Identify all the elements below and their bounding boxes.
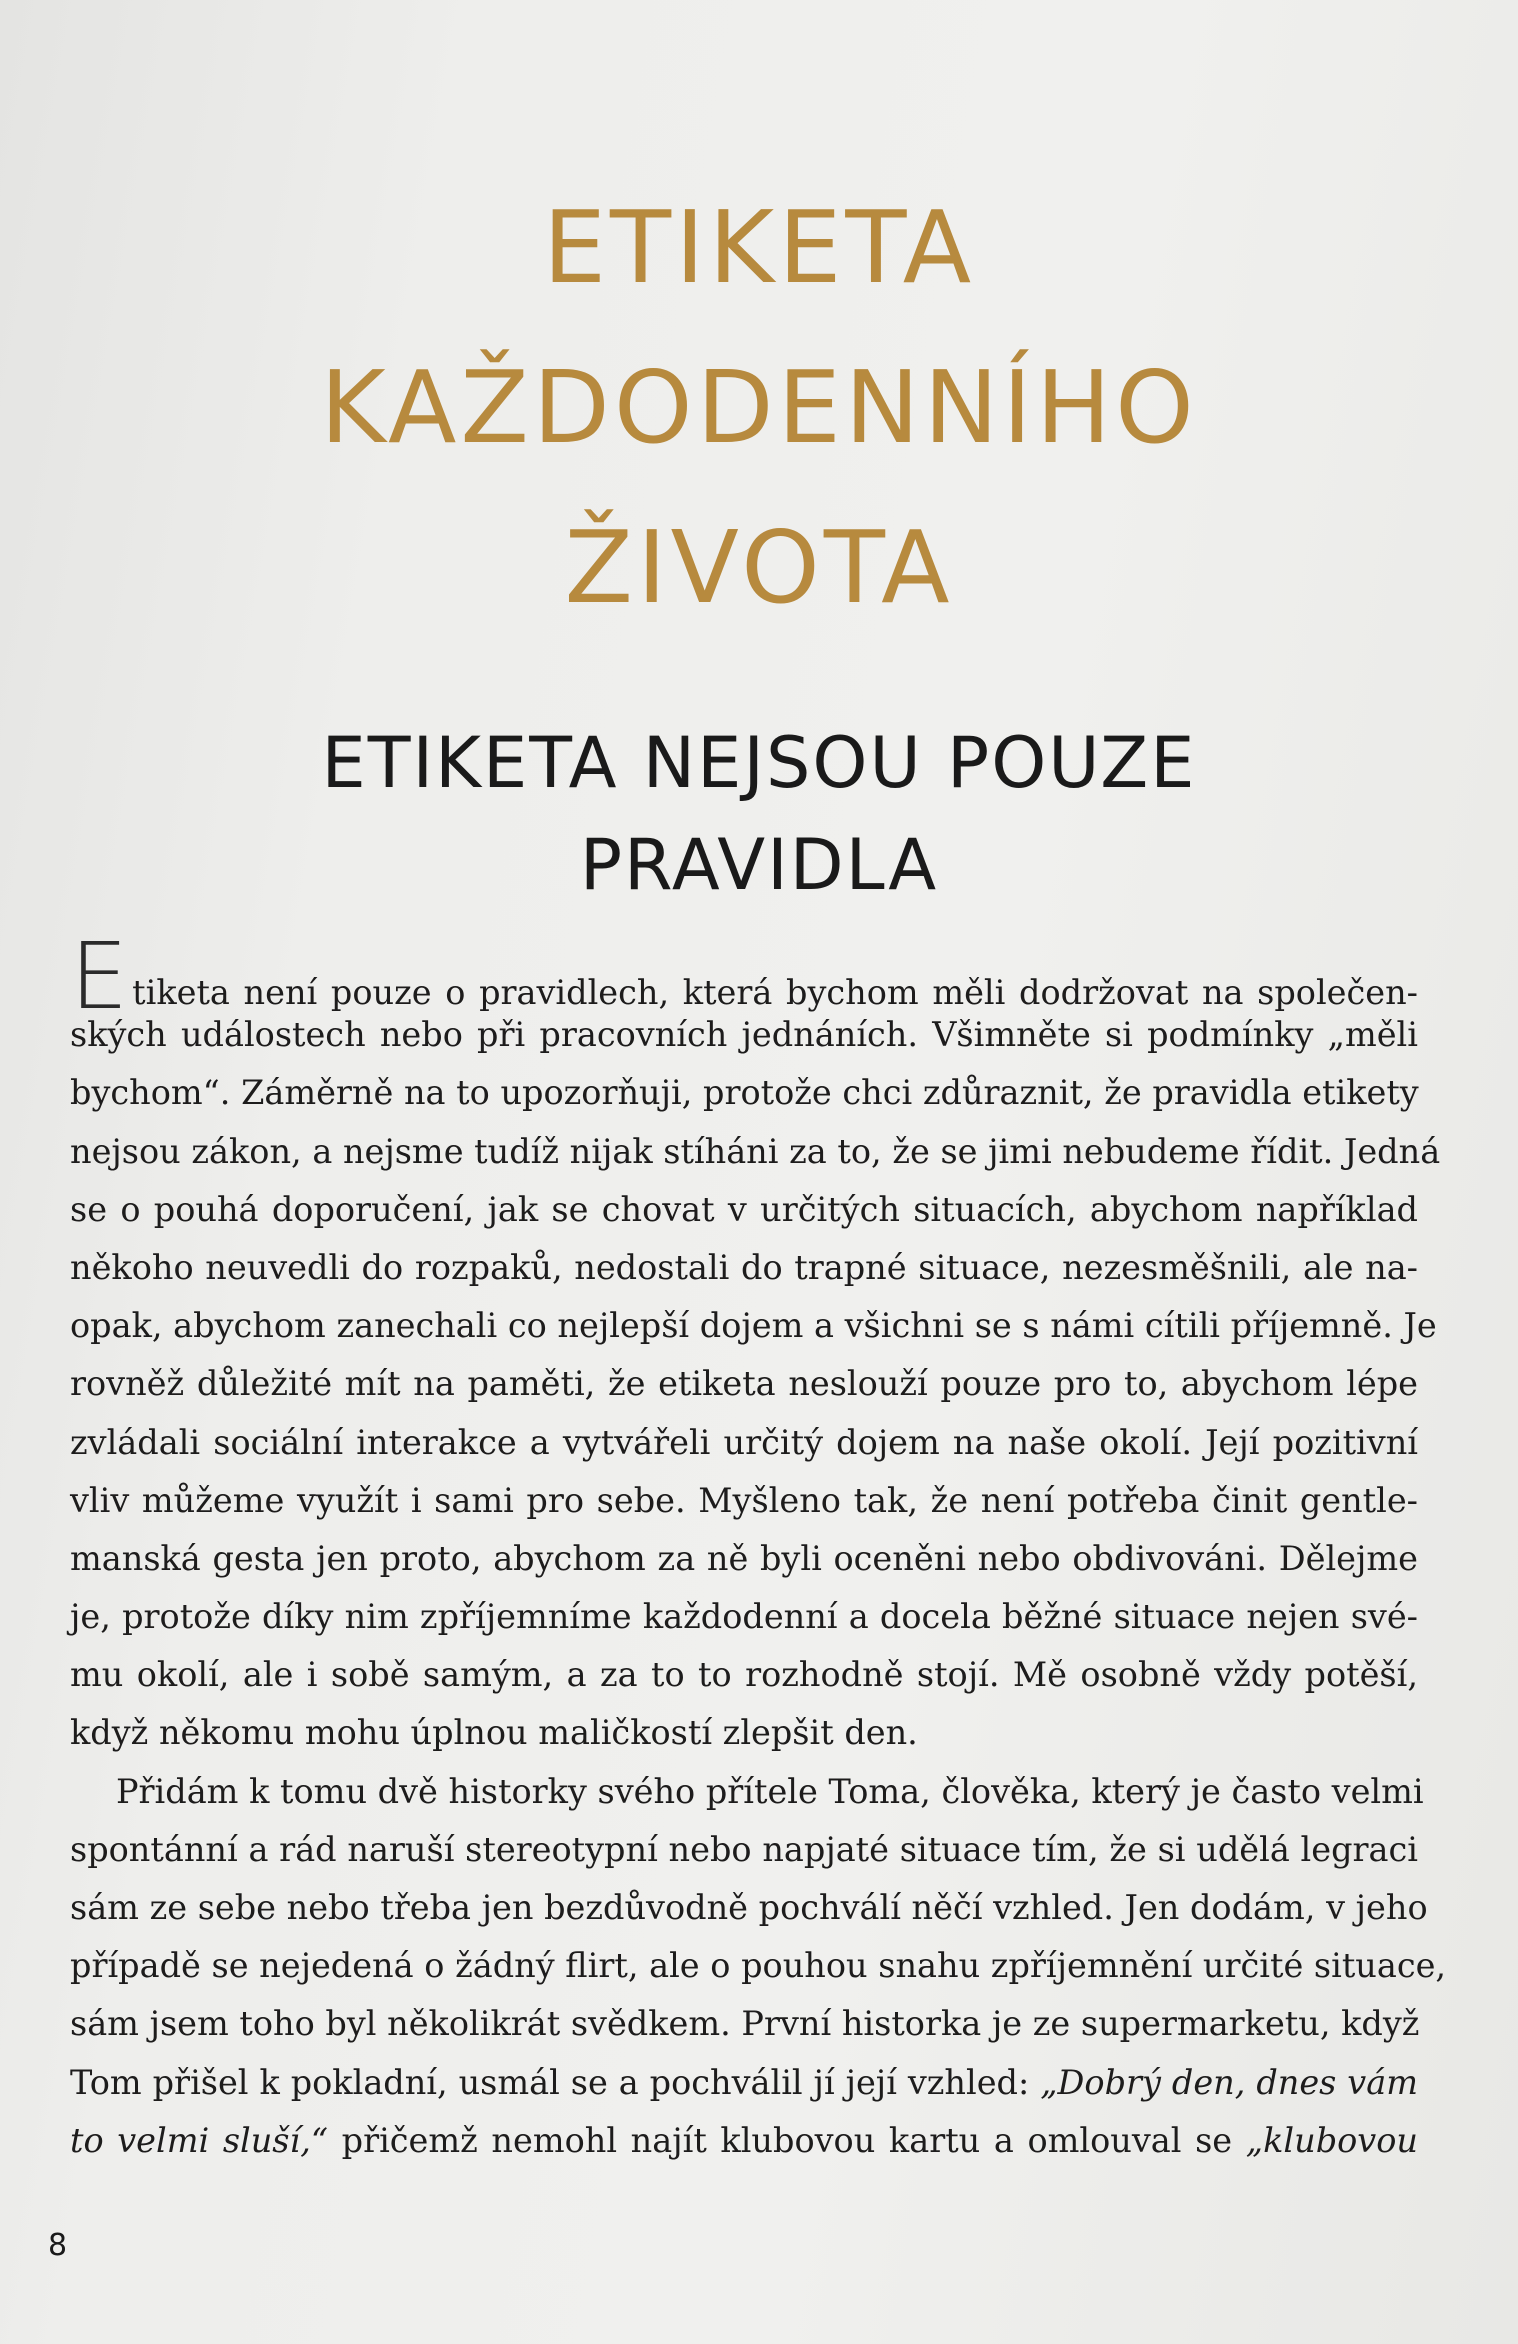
text-line-content: Tom přišel k pokladní, usmál se a pochválil jí její vzhled: (70, 2062, 1041, 2102)
italic-quote: „Dobrý den, dnes vám (1040, 2062, 1418, 2102)
chapter-title-line-2: KAŽDODENNÍHO (320, 349, 1198, 466)
italic-quote: „klubovou (1245, 2120, 1418, 2160)
text-line: ských událostech nebo při pracovních jednáních. Všimněte si podmínky „měli (70, 1015, 1418, 1055)
text-line: nejsou zákon, a nejsme tudíž nijak stíháni za to, že se jimi nebudeme řídit. Jedná (70, 1131, 1441, 1171)
text-line: spontánní a rád naruší stereotypní nebo napjaté situace tím, že si udělá legraci (70, 1829, 1418, 1869)
text-line (70, 2054, 1418, 2112)
section-title-line-1: ETIKETA NEJSOU POUZE (321, 722, 1197, 804)
text-line: je, protože díky nim zpříjemníme každodenní a docela běžné situace nejen své- (70, 1597, 1418, 1637)
text-line-content: tiketa není pouze o pravidlech, která bychom měli dodržovat na společen- (132, 973, 1418, 1012)
text-line: bychom“. Záměrně na to upozorňuji, protože chci zdůraznit, že pravidla etikety (70, 1073, 1419, 1113)
text-line: vliv můžeme využít i sami pro sebe. Myšleno tak, že není potřeba činit gentle- (70, 1480, 1418, 1520)
text-line: mu okolí, ale i sobě samým, a za to to rozhodně stojí. Mě osobně vždy potěší, (70, 1655, 1418, 1695)
chapter-title-line-3: ŽIVOTA (564, 509, 954, 626)
text-line: zvládali sociální interakce a vytvářeli určitý dojem na naše okolí. Její pozitivní (70, 1422, 1418, 1462)
italic-quote: to velmi sluší,“ (70, 2120, 328, 2160)
section-title (0, 712, 1518, 916)
text-line: Přidám k tomu dvě historky svého přítele Toma, člověka, který je často velmi (116, 1771, 1424, 1811)
text-line: rovněž důležité mít na paměti, že etiketa neslouží pouze pro to, abychom lépe (70, 1364, 1418, 1404)
text-line: sám jsem toho byl několikrát svědkem. První historka je ze supermarketu, když (70, 2004, 1420, 2044)
text-line: se o pouhá doporučení, jak se chovat v určitých situacích, abychom například (70, 1189, 1418, 1229)
chapter-title-line-1: ETIKETA (542, 189, 976, 306)
text-line: opak, abychom zanechali co nejlepší dojem a všichni se s námi cítili příjemně. Je (70, 1306, 1437, 1346)
paragraph-2 (70, 1763, 1447, 2170)
text-line: někoho neuvedli do rozpaků, nedostali do trapné situace, nezesměšnili, ale na- (70, 1247, 1418, 1287)
drop-cap: E (70, 923, 129, 1030)
text-line: když někomu mohu úplnou maličkostí zlepšit den. (70, 1713, 918, 1753)
text-line: sám ze sebe nebo třeba jen bezdůvodně pochválí něčí vzhled. Jen dodám, v jeho (70, 1888, 1428, 1927)
text-line-content: přičemž nemohl najít klubovou kartu a omlouval se (328, 2120, 1246, 2160)
chapter-title (0, 168, 1518, 648)
body-text (70, 923, 1447, 2170)
paragraph-1 (70, 923, 1441, 1763)
text-line (70, 2112, 1418, 2170)
page-number: 8 (48, 2228, 68, 2263)
section-title-line-2: PRAVIDLA (579, 824, 939, 906)
text-line: manská gesta jen proto, abychom za ně byli oceněni nebo obdivováni. Dělejme (70, 1538, 1418, 1578)
text-line: případě se nejedená o žádný flirt, ale o pouhou snahu zpříjemnění určité situace, (70, 1946, 1447, 1986)
text-line (70, 923, 1418, 1030)
